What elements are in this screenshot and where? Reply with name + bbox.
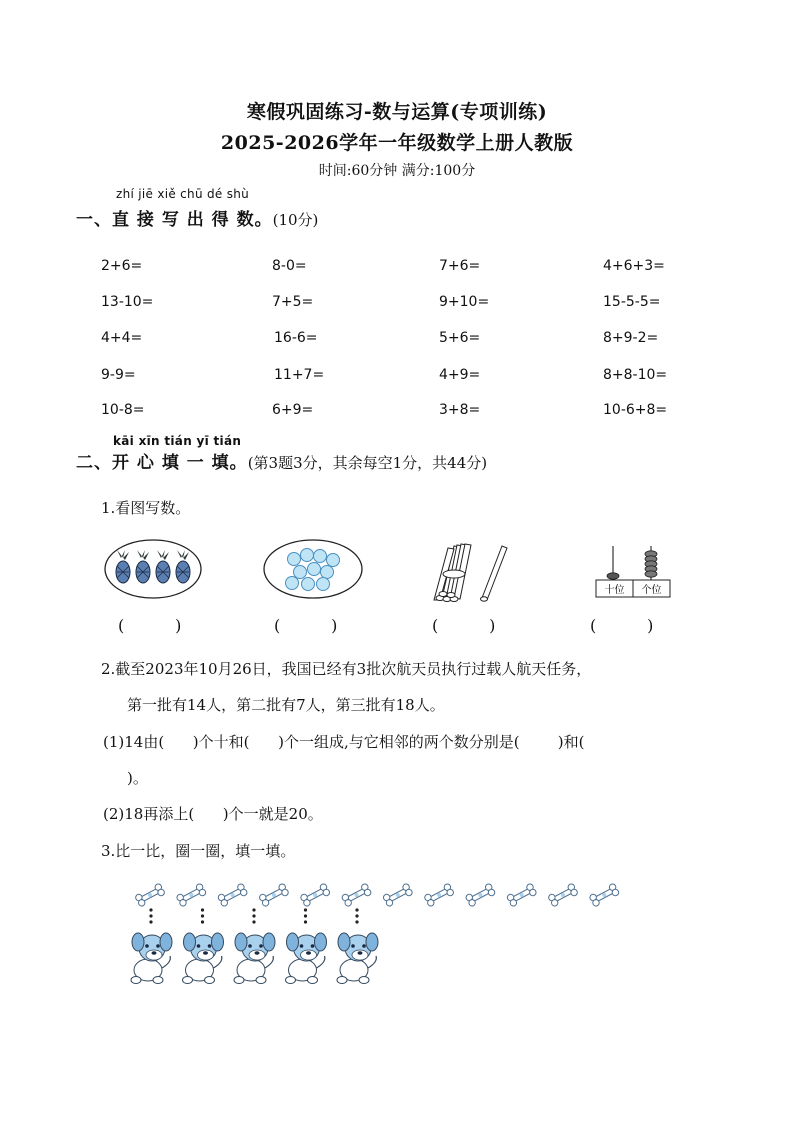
dogs-row — [125, 908, 395, 986]
answer-blank-abacus[interactable]: ( ) — [590, 616, 654, 635]
puppy-icon — [234, 933, 275, 984]
calc-problem: 8-0= — [272, 258, 307, 274]
pineapples-picture — [103, 538, 203, 600]
pineapple-icon — [176, 550, 190, 583]
bone-icon — [135, 883, 166, 907]
question-2-line-2: 第一批有14人，第二批有7人，第三批有18人。 — [127, 696, 445, 714]
pineapple-icon — [156, 550, 170, 583]
calc-problem: 7+6= — [439, 258, 481, 274]
calc-problem: 16-6= — [274, 330, 318, 346]
title-line-2: 2025-2026学年一年级数学上册人教版 — [220, 132, 574, 154]
section2-heading — [76, 448, 487, 473]
abacus-picture — [595, 540, 675, 600]
puppy-icon — [286, 933, 327, 984]
abacus-tens-label: 十位 — [604, 585, 625, 596]
question-2-sub-2: (2)18再添上( )个一就是20。 — [103, 805, 323, 823]
answer-blank-beads[interactable]: ( ) — [274, 616, 338, 635]
question-3-text: 3.比一比，圈一圈，填一填。 — [101, 842, 296, 860]
calc-problem: 8+8-10= — [603, 367, 668, 383]
bone-icon — [424, 883, 455, 907]
section2-heading-text: 二、开 心 填 一 填。 — [76, 453, 248, 473]
calc-problem: 15-5-5= — [603, 294, 661, 310]
dotted-connector — [304, 908, 307, 923]
calc-problem: 7+5= — [272, 294, 314, 310]
calc-problem: 4+4= — [101, 330, 143, 346]
calc-problem: 6+9= — [272, 402, 314, 418]
dotted-connector — [149, 908, 152, 923]
answer-blank-sticks[interactable]: ( ) — [432, 616, 496, 635]
bone-icon — [589, 883, 620, 907]
dotted-connector — [201, 908, 204, 923]
puppy-icon — [337, 933, 378, 984]
bones-row — [132, 878, 678, 912]
bead-icons — [286, 549, 340, 591]
puppy-icon — [131, 933, 172, 984]
pineapple-icon — [116, 550, 130, 583]
section1-points: (10分) — [272, 211, 319, 229]
section2-pinyin: kāi xīn tián yī tián — [113, 434, 242, 448]
question-2-sub-1: (1)14由( )个十和( )个一组成,与它相邻的两个数分别是( )和( — [103, 733, 585, 751]
dotted-connector — [355, 908, 358, 923]
question-1-text: 1.看图写数。 — [101, 499, 191, 517]
sticks-bundle-picture — [424, 538, 514, 604]
beads-picture — [262, 538, 364, 600]
bone-icon — [506, 883, 537, 907]
calc-problem: 9+10= — [439, 294, 490, 310]
calc-problem: 11+7= — [274, 367, 325, 383]
calc-problem: 2+6= — [101, 258, 143, 274]
bone-icon — [341, 883, 372, 907]
section1-heading — [76, 205, 318, 230]
abacus-ones-label: 个位 — [641, 585, 662, 596]
question-2-line-1: 2.截至2023年10月26日，我国已经有3批次航天员执行过载人航天任务， — [101, 660, 592, 678]
time-score-info: 时间:60分钟 满分:100分 — [318, 163, 476, 179]
pineapple-icon — [136, 550, 150, 583]
puppy-icon — [183, 933, 224, 984]
bone-icon — [300, 883, 331, 907]
calc-problem: 9-9= — [101, 367, 136, 383]
answer-blank-pineapples[interactable]: ( ) — [118, 616, 182, 635]
title-line-1: 寒假巩固练习-数与运算(专项训练) — [246, 101, 548, 123]
calc-problem: 10-6+8= — [603, 402, 668, 418]
section1-pinyin: zhí jiē xiě chū dé shù — [116, 187, 250, 201]
calc-problem: 5+6= — [439, 330, 481, 346]
bone-icon — [258, 883, 289, 907]
tens-bead-icon — [607, 573, 619, 579]
stick-bundle-icon — [434, 544, 471, 602]
bone-icon — [176, 883, 207, 907]
calc-problem: 8+9-2= — [603, 330, 659, 346]
calc-problem: 3+8= — [439, 402, 481, 418]
calc-problem: 4+6+3= — [603, 258, 665, 274]
bone-icon — [465, 883, 496, 907]
section1-heading-text: 一、直 接 写 出 得 数。 — [76, 210, 273, 230]
ones-bead-icons — [645, 551, 657, 577]
dotted-connector — [252, 908, 255, 923]
single-stick-icon — [481, 546, 508, 601]
calc-problem: 10-8= — [101, 402, 145, 418]
calc-problem: 13-10= — [101, 294, 154, 310]
question-2-sub-1-cont: )。 — [127, 769, 148, 787]
bone-icon — [217, 883, 248, 907]
bone-icon — [548, 883, 579, 907]
calc-problem: 4+9= — [439, 367, 481, 383]
section2-points: (第3题3分，其余每空1分，共44分) — [247, 454, 488, 472]
bone-icon — [382, 883, 413, 907]
